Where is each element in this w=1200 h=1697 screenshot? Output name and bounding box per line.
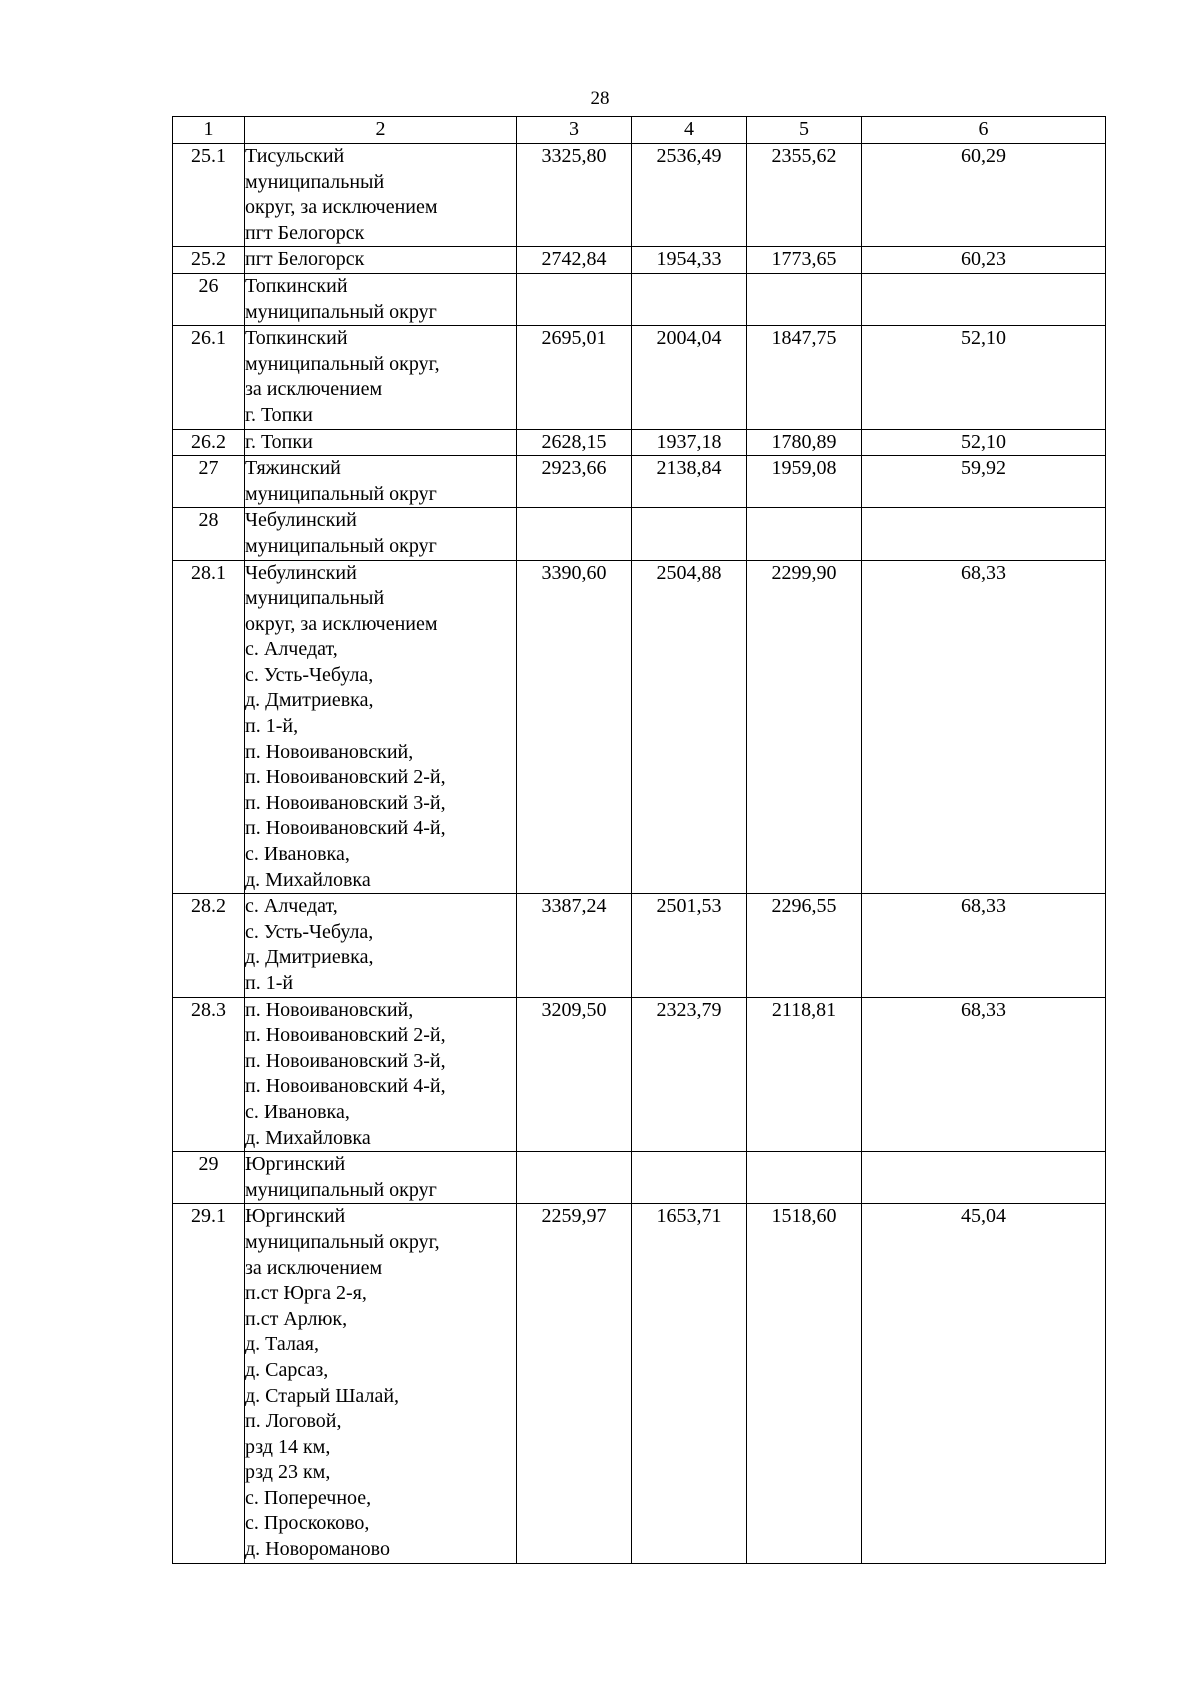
territory-name-line: рзд 14 км, — [245, 1435, 331, 1458]
column-4-value-cell: 2004,04 — [632, 326, 747, 429]
territory-name-line: округ, за исключением — [245, 612, 438, 635]
territory-name-line: муниципальный округ, — [245, 352, 440, 375]
territory-name-line: с. Ивановка, — [245, 843, 350, 866]
territory-name-line: с. Усть-Чебула, — [245, 663, 374, 686]
column-4-value-cell: 1937,18 — [632, 429, 747, 456]
column-6-value-cell: 68,33 — [862, 560, 1106, 894]
territory-name-line: п.ст Юрга 2-я, — [245, 1282, 367, 1305]
territory-name-line: муниципальный — [245, 170, 385, 193]
column-5-value-cell: 1773,65 — [747, 247, 862, 274]
territory-name-line: п. Новоивановский 4-й, — [245, 817, 446, 840]
row-number-cell: 28.2 — [173, 894, 245, 997]
column-header: 4 — [632, 117, 747, 144]
row-number-cell: 28.3 — [173, 997, 245, 1152]
column-5-value-cell: 2118,81 — [747, 997, 862, 1152]
column-5-value-cell — [747, 508, 862, 560]
territory-name-line: Тисульский — [245, 145, 345, 167]
column-5-value-cell: 2299,90 — [747, 560, 862, 894]
column-5-value-cell: 1780,89 — [747, 429, 862, 456]
column-6-value-cell — [862, 508, 1106, 560]
column-3-value-cell: 3209,50 — [517, 997, 632, 1152]
column-3-value-cell — [517, 1152, 632, 1204]
territory-name-cell — [245, 997, 517, 1152]
territory-name-line: п. Новоивановский 3-й, — [245, 1049, 446, 1072]
column-3-value-cell: 2695,01 — [517, 326, 632, 429]
column-4-value-cell: 2138,84 — [632, 456, 747, 508]
territory-name-cell — [245, 1152, 517, 1204]
territory-name-line: муниципальный округ, — [245, 1230, 440, 1253]
territory-name-cell — [245, 894, 517, 997]
territory-name-line: с. Проскоково, — [245, 1512, 370, 1535]
column-6-value-cell — [862, 273, 1106, 325]
territory-name-cell — [245, 326, 517, 429]
column-6-value-cell: 52,10 — [862, 326, 1106, 429]
territory-name-line: п. Новоивановский 3-й, — [245, 791, 446, 814]
territory-name-line: п. Новоивановский, — [245, 998, 414, 1021]
territory-name-cell — [245, 1204, 517, 1563]
territory-name-cell — [245, 429, 517, 456]
territory-name-line: п. Новоивановский 4-й, — [245, 1075, 446, 1098]
territory-name-line: Юргинский — [245, 1153, 346, 1176]
table-row — [173, 560, 1106, 894]
column-3-value-cell: 3325,80 — [517, 144, 632, 247]
territory-name-line: г. Топки — [245, 403, 313, 426]
territory-name-line: п. Новоивановский 2-й, — [245, 1024, 446, 1047]
territory-name-cell — [245, 273, 517, 325]
territory-name-line: д. Талая, — [245, 1333, 320, 1356]
table-row — [173, 273, 1106, 325]
table-row — [173, 1152, 1106, 1204]
column-4-value-cell: 1653,71 — [632, 1204, 747, 1563]
row-number-cell: 25.1 — [173, 144, 245, 247]
territory-name-line: д. Сарсаз, — [245, 1358, 329, 1381]
column-5-value-cell: 2355,62 — [747, 144, 862, 247]
territory-name-line: п. 1-й — [245, 972, 294, 994]
column-5-value-cell: 1959,08 — [747, 456, 862, 508]
column-5-value-cell: 1518,60 — [747, 1204, 862, 1563]
territory-name-line: муниципальный округ — [245, 482, 437, 505]
row-number-cell: 28 — [173, 508, 245, 560]
territory-name-line: д. Старый Шалай, — [245, 1384, 400, 1407]
table-row — [173, 429, 1106, 456]
row-number-cell: 29 — [173, 1152, 245, 1204]
territory-name-cell — [245, 456, 517, 508]
row-number-cell: 28.1 — [173, 560, 245, 894]
column-5-value-cell: 1847,75 — [747, 326, 862, 429]
column-3-value-cell: 3390,60 — [517, 560, 632, 894]
territory-name-line: рзд 23 км, — [245, 1461, 331, 1484]
territory-name-cell — [245, 144, 517, 247]
table-row — [173, 456, 1106, 508]
territory-name-line: муниципальный округ — [245, 1178, 437, 1201]
territory-name-line: г. Топки — [245, 430, 313, 453]
column-header: 6 — [862, 117, 1106, 144]
column-3-value-cell — [517, 273, 632, 325]
column-4-value-cell — [632, 1152, 747, 1204]
row-number-cell: 26.1 — [173, 326, 245, 429]
table-header-row — [173, 117, 1106, 144]
column-3-value-cell: 2742,84 — [517, 247, 632, 274]
territory-name-line: Топкинский — [245, 327, 348, 350]
table-row — [173, 508, 1106, 560]
column-4-value-cell: 2501,53 — [632, 894, 747, 997]
column-6-value-cell: 68,33 — [862, 894, 1106, 997]
column-3-value-cell — [517, 508, 632, 560]
column-4-value-cell — [632, 273, 747, 325]
territory-name-line: за исключением — [245, 1256, 383, 1279]
column-header: 3 — [517, 117, 632, 144]
column-4-value-cell: 2504,88 — [632, 560, 747, 894]
row-number-cell: 27 — [173, 456, 245, 508]
column-6-value-cell: 45,04 — [862, 1204, 1106, 1563]
territory-name-line: д. Михайловка — [245, 1126, 371, 1149]
column-6-value-cell: 52,10 — [862, 429, 1106, 456]
territory-name-line: с. Алчедат, — [245, 895, 338, 918]
territory-name-line: округ, за исключением — [245, 196, 438, 219]
column-6-value-cell: 68,33 — [862, 997, 1106, 1152]
territory-name-line: за исключением — [245, 378, 383, 401]
column-header: 1 — [173, 117, 245, 144]
column-5-value-cell: 2296,55 — [747, 894, 862, 997]
territory-name-line: с. Усть-Чебула, — [245, 920, 374, 943]
column-3-value-cell: 2628,15 — [517, 429, 632, 456]
territory-name-line: Чебулинский — [245, 561, 357, 584]
territory-name-line: д. Дмитриевка, — [245, 689, 374, 712]
column-header: 2 — [245, 117, 517, 144]
territory-name-line: с. Поперечное, — [245, 1486, 372, 1509]
territory-name-line: муниципальный — [245, 587, 385, 610]
territory-name-cell — [245, 560, 517, 894]
column-6-value-cell: 59,92 — [862, 456, 1106, 508]
territory-name-line: Тяжинский — [245, 457, 341, 480]
column-4-value-cell — [632, 508, 747, 560]
column-5-value-cell — [747, 1152, 862, 1204]
row-number-cell: 29.1 — [173, 1204, 245, 1563]
tariff-table — [172, 116, 1106, 1564]
territory-name-line: Чебулинский — [245, 509, 357, 532]
territory-name-line: п. Логовой, — [245, 1410, 342, 1433]
territory-name-line: д. Дмитриевка, — [245, 946, 374, 969]
territory-name-line: пгт Белогорск — [245, 248, 365, 271]
table-row — [173, 247, 1106, 274]
territory-name-line: п. Новоивановский, — [245, 740, 414, 763]
territory-name-line: пгт Белогорск — [245, 221, 365, 244]
column-6-value-cell — [862, 1152, 1106, 1204]
row-number-cell: 26.2 — [173, 429, 245, 456]
column-4-value-cell: 2536,49 — [632, 144, 747, 247]
page-number: 28 — [590, 88, 610, 109]
territory-name-line: д. Михайловка — [245, 868, 371, 891]
table-row — [173, 1204, 1106, 1563]
territory-name-line: муниципальный округ — [245, 534, 437, 557]
column-6-value-cell: 60,23 — [862, 247, 1106, 274]
territory-name-line: Юргинский — [245, 1205, 346, 1228]
territory-name-line: п.ст Арлюк, — [245, 1307, 348, 1330]
column-4-value-cell: 1954,33 — [632, 247, 747, 274]
row-number-cell: 25.2 — [173, 247, 245, 274]
column-6-value-cell: 60,29 — [862, 144, 1106, 247]
territory-name-line: д. Новороманово — [245, 1538, 390, 1561]
territory-name-line: с. Ивановка, — [245, 1100, 350, 1123]
table-row — [173, 894, 1106, 997]
territory-name-line: Топкинский — [245, 274, 348, 297]
territory-name-line: п. Новоивановский 2-й, — [245, 766, 446, 789]
territory-name-cell — [245, 247, 517, 274]
table-row — [173, 326, 1106, 429]
territory-name-line: п. 1-й, — [245, 715, 299, 738]
territory-name-line: с. Алчедат, — [245, 638, 338, 661]
column-3-value-cell: 3387,24 — [517, 894, 632, 997]
territory-name-line: муниципальный округ — [245, 300, 437, 323]
table-row — [173, 997, 1106, 1152]
column-header: 5 — [747, 117, 862, 144]
table-row — [173, 144, 1106, 247]
column-3-value-cell: 2923,66 — [517, 456, 632, 508]
column-3-value-cell: 2259,97 — [517, 1204, 632, 1563]
territory-name-cell — [245, 508, 517, 560]
row-number-cell: 26 — [173, 273, 245, 325]
column-4-value-cell: 2323,79 — [632, 997, 747, 1152]
column-5-value-cell — [747, 273, 862, 325]
